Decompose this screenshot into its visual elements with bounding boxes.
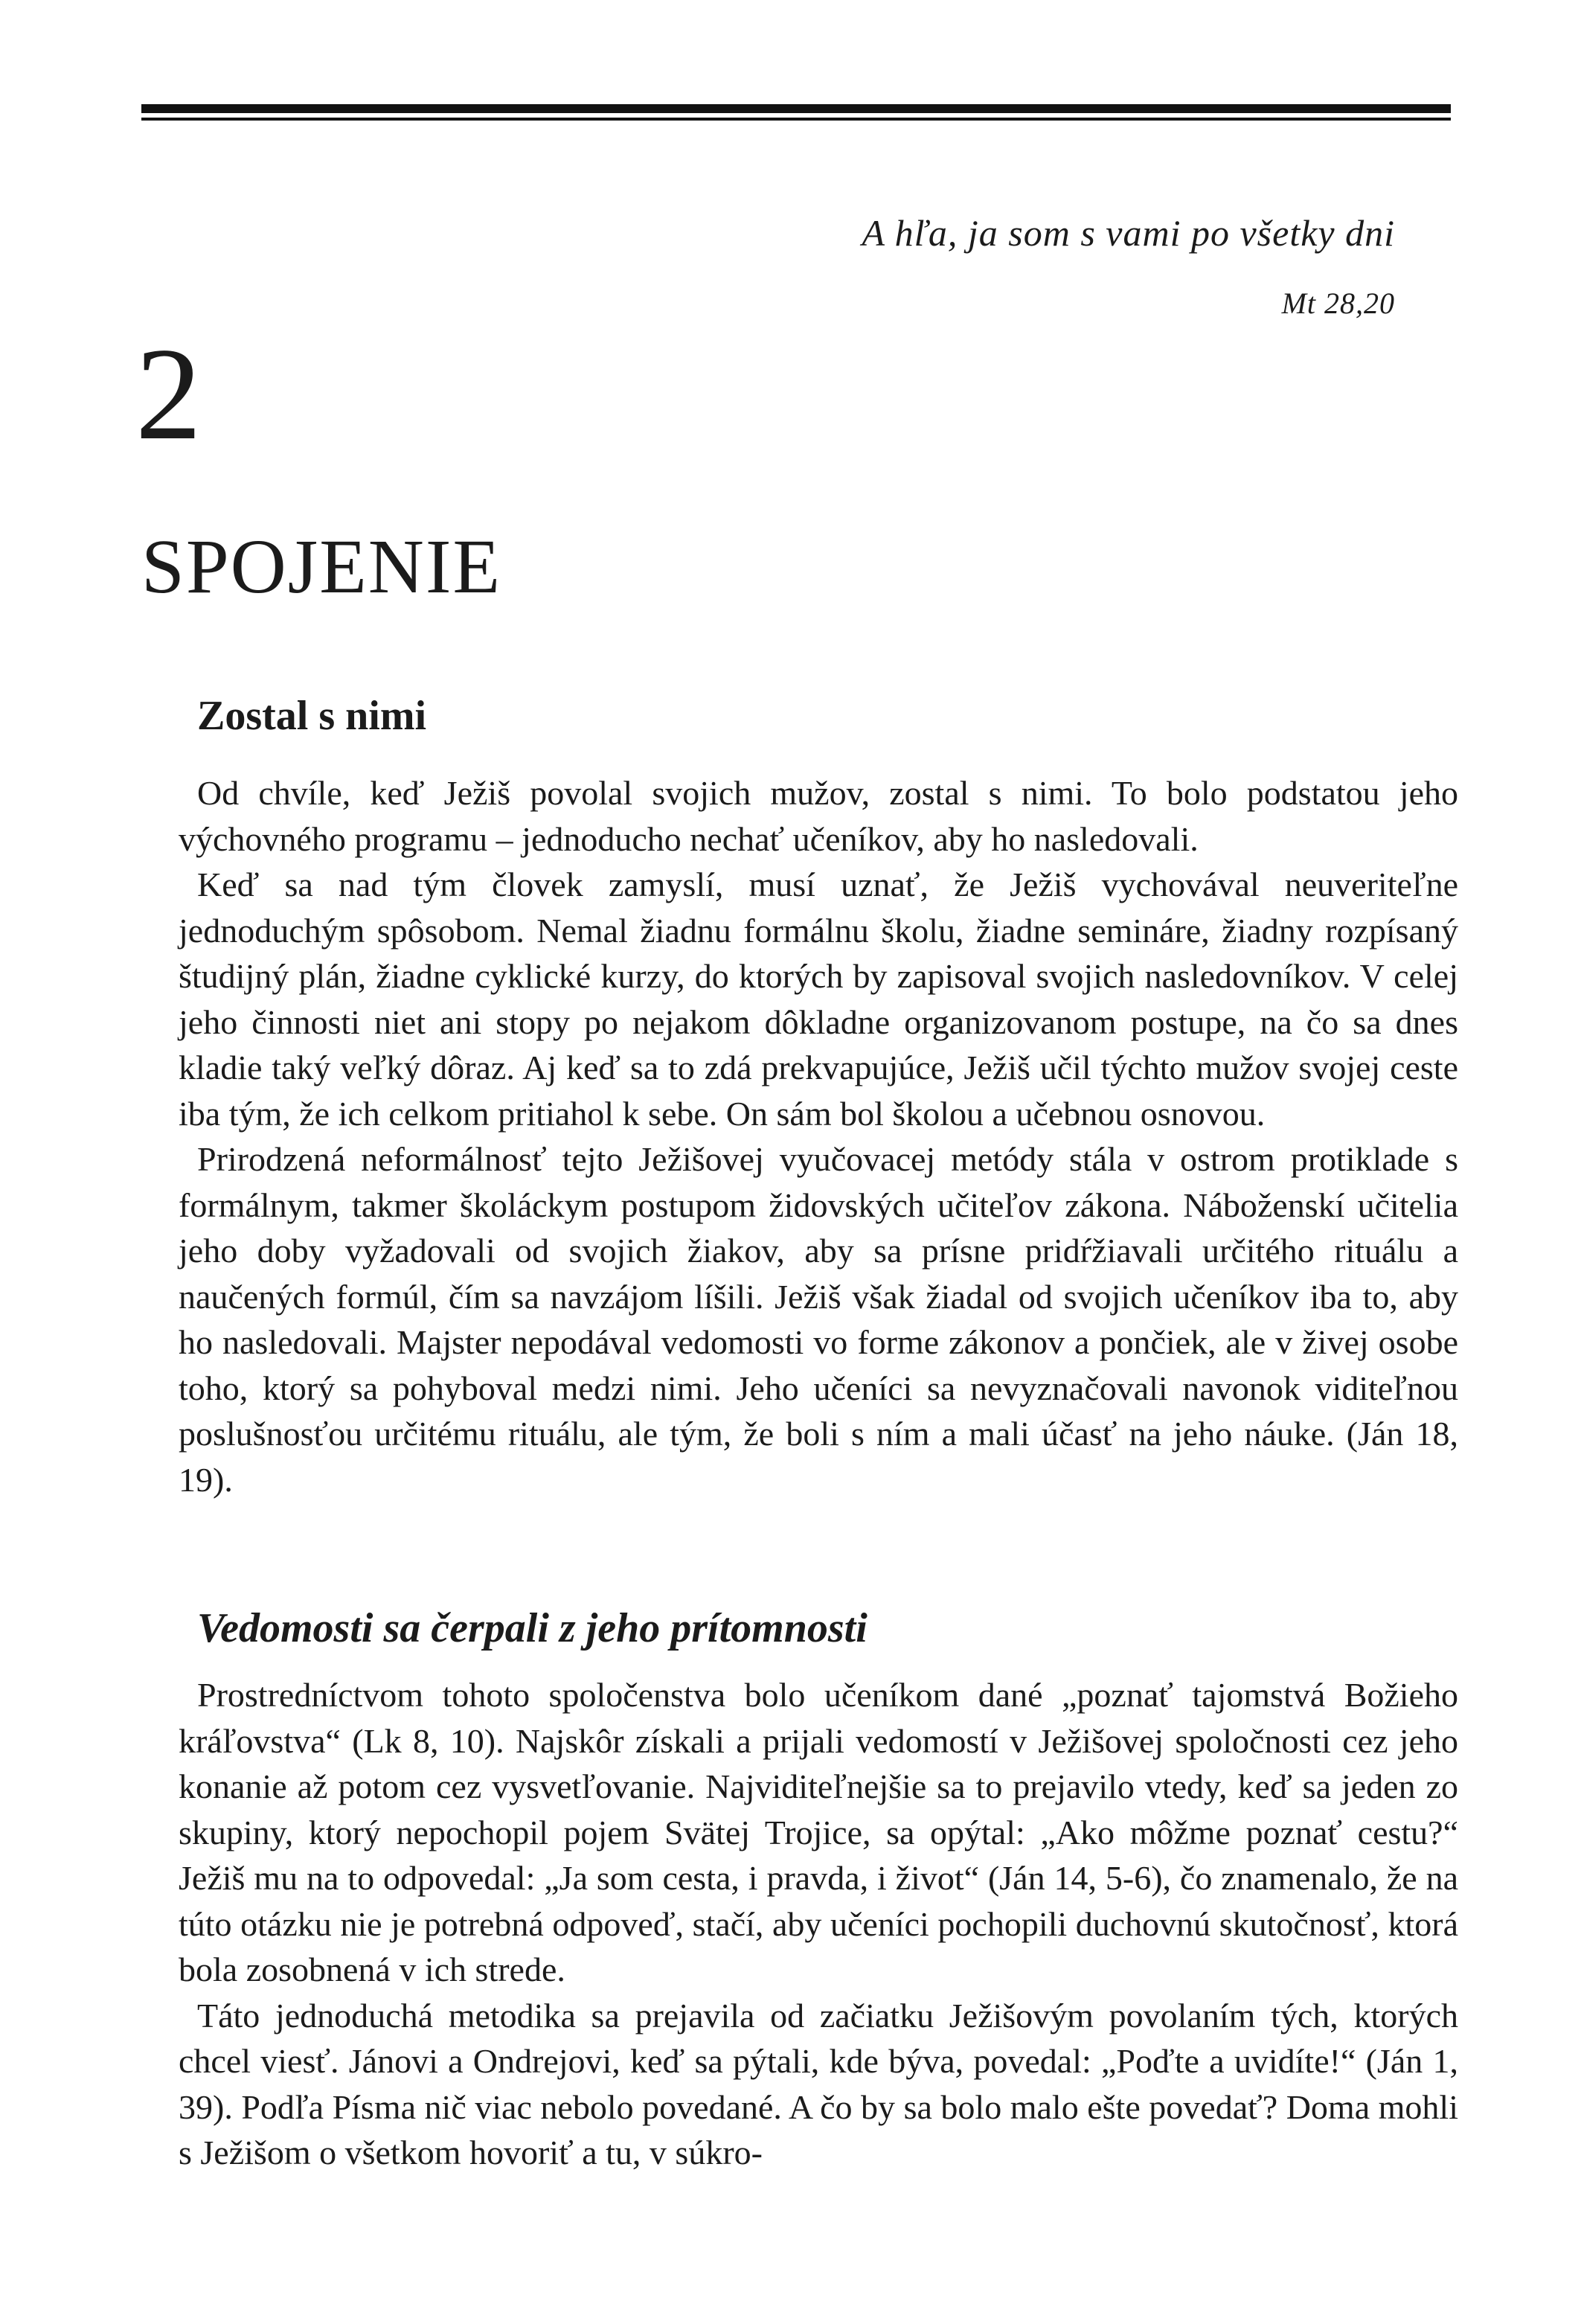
- paragraph: Keď sa nad tým človek zamyslí, musí uznať, že Ježiš vychovával neuveriteľne jednoduchým spôsobom. Nemal žiadnu formálnu školu, žiadne semináre, žiadny rozpísaný študijný plán, žiadne cyklické kurzy, do ktorých by zapisoval svojich nasledovníkov. V celej jeho činnosti niet ani stopy po nejakom dôkladne organizovanom postupe, na čo sa dnes kladie taký veľký dôraz. Aj keď sa to zdá prekvapujúce, Ježiš učil týchto mužov svojej ceste iba tým, že ich celkom pritiahol k sebe. On sám bol školou a učebnou osnovou.: [179, 865, 1458, 1133]
- section-body: [179, 770, 1458, 1502]
- paragraph: Táto jednoduchá metodika sa prejavila od začiatku Ježišovým povolaním tých, ktorých chcel viesť. Jánovi a Ondrejovi, keď sa pýtali, kde býva, povedal: „Poďte a uvidíte!“ (Ján 1, 39). Podľa Písma nič viac nebolo povedané. A čo by sa bolo malo ešte povedať? Doma mohli s Ježišom o všetkom hovoriť a tu, v súkro-: [179, 1996, 1458, 2171]
- chapter-number: 2: [135, 320, 202, 467]
- paragraph: Prostredníctvom tohoto spoločenstva bolo učeníkom dané „poznať tajomstvá Božieho kráľovstva“ (Lk 8, 10). Najskôr získali a prijali vedomostí v Ježišovej spoločnosti cez jeho konanie až potom cez vysvetľovanie. Najviditeľnejšie sa to prejavilo vtedy, keď sa jeden zo skupiny, ktorý nepochopil pojem Svätej Trojice, sa opýtal: „Ako môžme poznať cestu?“ Ježiš mu na to odpovedal: „Ja som cesta, i pravda, i život“ (Ján 14, 5-6), čo znamenalo, že na túto otázku nie je potrebná odpoveď, stačí, aby učeníci pochopili duchovnú skutočnosť, ktorá bola zosobnená v ich strede.: [179, 1676, 1458, 1988]
- section-heading: Zostal s nimi: [197, 693, 427, 739]
- chapter-title: SPOJENIE: [141, 524, 502, 609]
- epigraph-reference: Mt 28,20: [1281, 287, 1395, 320]
- top-rule-thin: [141, 118, 1451, 121]
- section-body: [179, 1672, 1458, 2176]
- epigraph-quote: A hľa, ja som s vami po všetky dni: [862, 212, 1395, 254]
- paragraph: Prirodzená neformálnosť tejto Ježišovej vyučovacej metódy stála v ostrom protiklade s formálnym, takmer školáckym postupom židovských učiteľov zákona. Náboženskí učitelia jeho doby vyžadovali od svojich žiakov, aby sa prísne pridŕžiavali určitého rituálu a naučených formúl, čím sa navzájom líšili. Ježiš však žiadal od svojich učeníkov iba to, aby ho nasledovali. Majster nepodával vedomosti vo forme zákonov a pončiek, ale v živej osobe toho, ktorý sa pohyboval medzi nimi. Jeho učeníci sa nevyznačovali navonok viditeľnou poslušnosťou určitému rituálu, ale tým, že boli s ním a mali účasť na jeho náuke. (Ján 18, 19).: [179, 1140, 1458, 1499]
- top-rule: [141, 104, 1451, 113]
- section-heading: Vedomosti sa čerpali z jeho prítomnosti: [197, 1605, 868, 1651]
- paragraph: Od chvíle, keď Ježiš povolal svojich mužov, zostal s nimi. To bolo podstatou jeho výchovného programu – jednoducho nechať učeníkov, aby ho nasledovali.: [179, 774, 1458, 858]
